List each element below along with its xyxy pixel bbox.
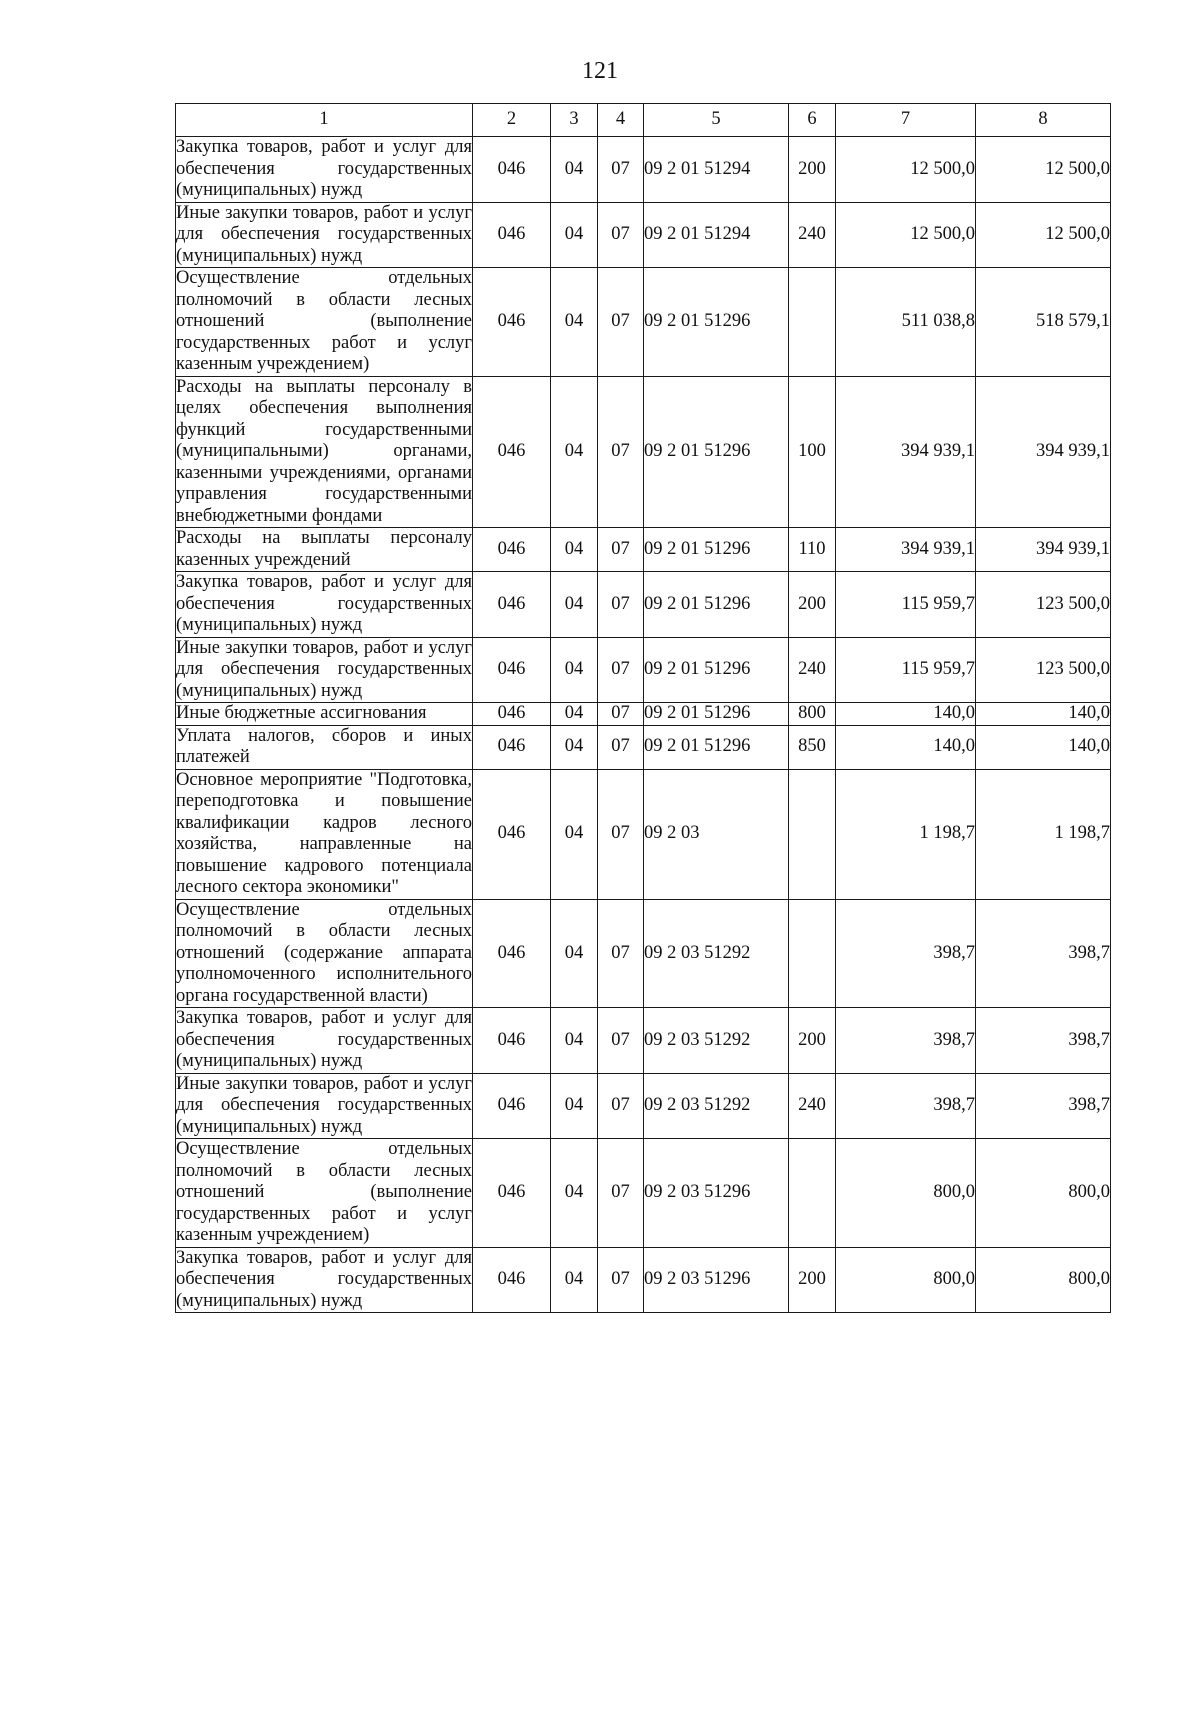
code-expense-type (789, 899, 836, 1008)
code-target-article: 09 2 03 (644, 769, 789, 899)
header-cell: 2 (473, 104, 551, 137)
code-expense-type: 200 (789, 1247, 836, 1313)
code-section: 04 (551, 202, 598, 268)
item-name: Закупка товаров, работ и услуг для обеспечения государственных (муниципальных) нужд (176, 1008, 472, 1071)
table-row (176, 572, 1111, 638)
table-row (176, 528, 1111, 572)
amount-col7: 1 198,7 (836, 769, 976, 899)
amount-col8: 398,7 (976, 1008, 1111, 1074)
table-row (176, 1247, 1111, 1313)
amount-col8: 800,0 (976, 1139, 1111, 1248)
code-ministry: 046 (473, 376, 551, 528)
code-target-article: 09 2 01 51296 (644, 637, 789, 703)
code-subsection: 07 (598, 376, 644, 528)
amount-col7: 115 959,7 (836, 572, 976, 638)
item-name: Осуществление отдельных полномочий в области лесных отношений (содержание аппарата уполномоченного исполнительного органа государственной власти) (176, 899, 472, 1006)
header-cell: 4 (598, 104, 644, 137)
code-target-article: 09 2 01 51296 (644, 528, 789, 572)
item-name: Закупка товаров, работ и услуг для обеспечения государственных (муниципальных) нужд (176, 137, 472, 200)
item-name: Иные бюджетные ассигнования (176, 703, 473, 726)
amount-col8: 394 939,1 (976, 376, 1111, 528)
code-ministry: 046 (473, 268, 551, 377)
code-expense-type: 110 (789, 528, 836, 572)
item-name: Осуществление отдельных полномочий в области лесных отношений (выполнение государственных работ и услуг казенным учреждением) (176, 1139, 472, 1245)
header-cell: 6 (789, 104, 836, 137)
amount-col8: 398,7 (976, 899, 1111, 1008)
code-target-article: 09 2 01 51296 (644, 572, 789, 638)
header-cell: 3 (551, 104, 598, 137)
code-expense-type: 240 (789, 202, 836, 268)
amount-col8: 140,0 (976, 725, 1111, 769)
amount-col7: 115 959,7 (836, 637, 976, 703)
code-ministry: 046 (473, 572, 551, 638)
code-subsection: 07 (598, 528, 644, 572)
header-cell: 8 (976, 104, 1111, 137)
table-row (176, 202, 1111, 268)
code-ministry: 046 (473, 1073, 551, 1139)
code-ministry: 046 (473, 1139, 551, 1248)
code-target-article: 09 2 01 51296 (644, 703, 789, 726)
code-subsection: 07 (598, 1008, 644, 1074)
amount-col8: 398,7 (976, 1073, 1111, 1139)
code-section: 04 (551, 703, 598, 726)
code-expense-type: 100 (789, 376, 836, 528)
amount-col8: 12 500,0 (976, 202, 1111, 268)
code-target-article: 09 2 03 51296 (644, 1139, 789, 1248)
code-ministry: 046 (473, 202, 551, 268)
amount-col7: 12 500,0 (836, 202, 976, 268)
code-ministry: 046 (473, 137, 551, 203)
table-row (176, 268, 1111, 377)
code-expense-type: 240 (789, 1073, 836, 1139)
page-number: 121 (582, 58, 618, 84)
code-section: 04 (551, 268, 598, 377)
code-section: 04 (551, 1139, 598, 1248)
item-name: Осуществление отдельных полномочий в области лесных отношений (выполнение государственных работ и услуг казенным учреждением) (176, 268, 472, 374)
code-expense-type: 240 (789, 637, 836, 703)
header-cell: 5 (644, 104, 789, 137)
code-expense-type: 200 (789, 137, 836, 203)
code-target-article: 09 2 01 51294 (644, 202, 789, 268)
code-section: 04 (551, 899, 598, 1008)
amount-col7: 800,0 (836, 1139, 976, 1248)
code-section: 04 (551, 1008, 598, 1074)
amount-col8: 140,0 (976, 703, 1111, 726)
amount-col7: 398,7 (836, 1008, 976, 1074)
code-expense-type (789, 769, 836, 899)
code-expense-type: 850 (789, 725, 836, 769)
code-subsection: 07 (598, 268, 644, 377)
header-cell: 1 (176, 104, 473, 137)
code-section: 04 (551, 137, 598, 203)
code-section: 04 (551, 637, 598, 703)
item-name: Закупка товаров, работ и услуг для обеспечения государственных (муниципальных) нужд (176, 1247, 472, 1311)
amount-col7: 394 939,1 (836, 376, 976, 528)
code-ministry: 046 (473, 1008, 551, 1074)
code-ministry: 046 (473, 637, 551, 703)
code-target-article: 09 2 01 51296 (644, 725, 789, 769)
code-section: 04 (551, 769, 598, 899)
code-section: 04 (551, 725, 598, 769)
code-target-article: 09 2 03 51292 (644, 899, 789, 1008)
code-subsection: 07 (598, 572, 644, 638)
amount-col7: 398,7 (836, 1073, 976, 1139)
amount-col7: 12 500,0 (836, 137, 976, 203)
item-name: Расходы на выплаты персоналу казенных учреждений (176, 528, 472, 570)
amount-col8: 123 500,0 (976, 572, 1111, 638)
amount-col7: 398,7 (836, 899, 976, 1008)
code-ministry: 046 (473, 769, 551, 899)
table-row (176, 376, 1111, 528)
code-section: 04 (551, 1073, 598, 1139)
code-subsection: 07 (598, 1073, 644, 1139)
amount-col7: 511 038,8 (836, 268, 976, 377)
amount-col8: 123 500,0 (976, 637, 1111, 703)
amount-col8: 12 500,0 (976, 137, 1111, 203)
item-name: Основное мероприятие "Подготовка, переподготовка и повышение квалификации кадров лесного хозяйства, направленные на повышение кадрового потенциала лесного сектора экономики" (176, 769, 472, 897)
code-subsection: 07 (598, 1247, 644, 1313)
code-target-article: 09 2 01 51296 (644, 376, 789, 528)
code-section: 04 (551, 572, 598, 638)
table-row (176, 137, 1111, 203)
amount-col8: 1 198,7 (976, 769, 1111, 899)
code-subsection: 07 (598, 1139, 644, 1248)
amount-col8: 800,0 (976, 1247, 1111, 1313)
item-name: Иные закупки товаров, работ и услуг для обеспечения государственных (муниципальных) нужд (176, 202, 472, 266)
amount-col7: 140,0 (836, 703, 976, 726)
code-expense-type: 200 (789, 572, 836, 638)
item-name: Иные закупки товаров, работ и услуг для обеспечения государственных (муниципальных) нужд (176, 637, 472, 701)
table-row (176, 1139, 1111, 1248)
code-expense-type (789, 1139, 836, 1248)
code-subsection: 07 (598, 899, 644, 1008)
code-ministry: 046 (473, 899, 551, 1008)
item-name: Уплата налогов, сборов и иных платежей (176, 725, 472, 767)
table-row (176, 637, 1111, 703)
code-target-article: 09 2 01 51296 (644, 268, 789, 377)
item-name: Расходы на выплаты персоналу в целях обеспечения выполнения функций государственными (муниципальными) органами, казенными учреждениями, органами управления государственными внебюджетными фондами (176, 376, 472, 526)
code-target-article: 09 2 03 51292 (644, 1073, 789, 1139)
table-header-row (176, 104, 1111, 137)
table-row (176, 1008, 1111, 1074)
item-name: Закупка товаров, работ и услуг для обеспечения государственных (муниципальных) нужд (176, 572, 472, 635)
code-subsection: 07 (598, 137, 644, 203)
code-subsection: 07 (598, 769, 644, 899)
code-expense-type: 200 (789, 1008, 836, 1074)
code-target-article: 09 2 03 51296 (644, 1247, 789, 1313)
code-ministry: 046 (473, 725, 551, 769)
code-ministry: 046 (473, 1247, 551, 1313)
code-subsection: 07 (598, 725, 644, 769)
code-ministry: 046 (473, 528, 551, 572)
amount-col8: 518 579,1 (976, 268, 1111, 377)
code-expense-type (789, 268, 836, 377)
code-section: 04 (551, 376, 598, 528)
table-row (176, 899, 1111, 1008)
code-subsection: 07 (598, 637, 644, 703)
code-subsection: 07 (598, 703, 644, 726)
amount-col7: 394 939,1 (836, 528, 976, 572)
table-row (176, 703, 1111, 726)
code-target-article: 09 2 01 51294 (644, 137, 789, 203)
amount-col8: 394 939,1 (976, 528, 1111, 572)
table-row (176, 1073, 1111, 1139)
amount-col7: 140,0 (836, 725, 976, 769)
code-section: 04 (551, 1247, 598, 1313)
budget-table (175, 103, 1111, 1313)
table-row (176, 769, 1111, 899)
item-name: Иные закупки товаров, работ и услуг для обеспечения государственных (муниципальных) нужд (176, 1073, 472, 1137)
amount-col7: 800,0 (836, 1247, 976, 1313)
table-row (176, 725, 1111, 769)
code-subsection: 07 (598, 202, 644, 268)
code-target-article: 09 2 03 51292 (644, 1008, 789, 1074)
code-section: 04 (551, 528, 598, 572)
code-expense-type: 800 (789, 703, 836, 726)
header-cell: 7 (836, 104, 976, 137)
code-ministry: 046 (473, 703, 551, 726)
